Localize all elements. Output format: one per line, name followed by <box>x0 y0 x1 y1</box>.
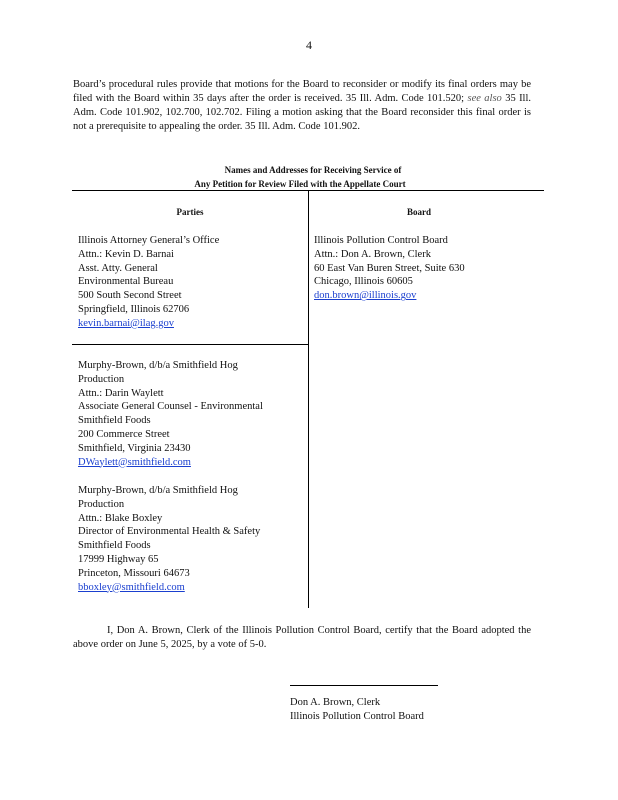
address-line: Springfield, Illinois 62706 <box>78 303 190 315</box>
email-link[interactable]: DWaylett@smithfield.com <box>78 456 191 468</box>
party-attorney-general <box>78 234 219 331</box>
table-title-line2: Any Petition for Review Filed with the Appellate Court <box>194 179 406 189</box>
address-line: Attn.: Don A. Brown, Clerk <box>314 248 431 260</box>
address-line: 200 Commerce Street <box>78 428 170 440</box>
email-link[interactable]: bboxley@smithfield.com <box>78 581 185 593</box>
signer-name: Don A. Brown, Clerk <box>290 697 381 708</box>
email-link[interactable]: don.brown@illinois.gov <box>314 290 417 302</box>
address-line: Murphy-Brown, d/b/a Smithfield Hog <box>78 485 238 496</box>
address-line: Production <box>78 373 125 385</box>
address-line: 17999 Highway 65 <box>78 553 159 565</box>
address-line: Environmental Bureau <box>78 276 174 288</box>
address-line: Attn.: Blake Boxley <box>78 512 163 524</box>
address-line: Attn.: Darin Waylett <box>78 387 164 399</box>
signature-block <box>290 696 424 724</box>
address-line: Murphy-Brown, d/b/a Smithfield Hog <box>78 360 238 371</box>
signature-line <box>290 685 438 686</box>
address-line: 500 South Second Street <box>78 290 182 302</box>
appeal-rules-paragraph <box>73 78 531 134</box>
signer-organization: Illinois Pollution Control Board <box>290 710 424 722</box>
board-column-heading: Board <box>406 207 431 217</box>
address-line: Princeton, Missouri 64673 <box>78 567 190 579</box>
table-column-divider <box>308 190 309 608</box>
address-line: Smithfield, Virginia 23430 <box>78 442 191 454</box>
parties-row-divider <box>72 344 308 345</box>
rules-text-part1: Board’s procedural rules provide that motions for the Board to reconsider or modify its final orders may be filed with the Board within 35 days after the order is received. 35 Ill. Adm. Code 101.520; <box>73 79 531 104</box>
address-line: Smithfield Foods <box>78 540 151 552</box>
email-link[interactable]: kevin.barnai@ilag.gov <box>78 317 174 329</box>
address-line: Illinois Pollution Control Board <box>314 235 448 246</box>
see-also-text: see also <box>467 93 502 104</box>
address-line: 60 East Van Buren Street, Suite 630 <box>314 262 465 274</box>
address-line: Smithfield Foods <box>78 415 151 427</box>
rules-text-part2: 35 Ill. Adm. Code 101.902, 102.700, 102.702. Filing a motion asking that the Board reconsider this final order is not a prerequisite to appealing the order. 35 Ill. Adm. Code 101.902. <box>73 93 532 132</box>
parties-column-heading: Parties <box>176 207 204 217</box>
address-line: Director of Environmental Health & Safety <box>78 526 261 538</box>
page-number: 4 <box>306 38 312 52</box>
table-title-line1: Names and Addresses for Receiving Service of <box>224 165 402 175</box>
party-smithfield-waylett <box>78 359 263 469</box>
board-address <box>314 234 465 303</box>
address-line: Associate General Counsel - Environmental <box>78 401 263 413</box>
party-smithfield-boxley <box>78 484 260 594</box>
address-line: Chicago, Illinois 60605 <box>314 276 413 288</box>
address-line: Illinois Attorney General’s Office <box>78 235 220 246</box>
address-line: Production <box>78 498 125 510</box>
certification-paragraph: I, Don A. Brown, Clerk of the Illinois Pollution Control Board, certify that the Board adopted the above order on June 5, 2025, by a vote of 5-0. <box>73 625 531 650</box>
address-line: Attn.: Kevin D. Barnai <box>78 248 174 260</box>
address-line: Asst. Atty. General <box>78 262 158 274</box>
